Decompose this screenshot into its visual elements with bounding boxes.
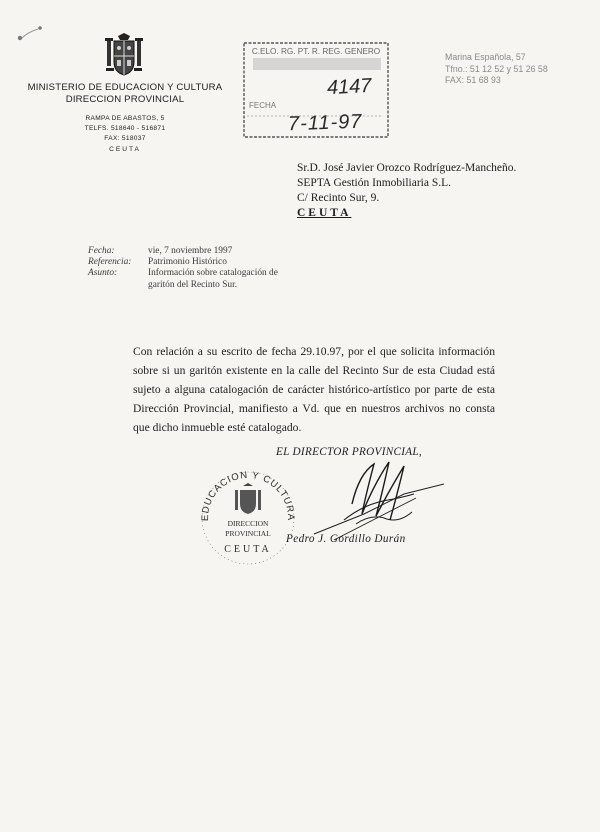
recipient-block xyxy=(297,161,516,221)
sender-phones: Tfno.: 51 12 52 y 51 26 58 xyxy=(445,63,548,74)
address-fax: FAX: 518037 xyxy=(104,135,146,142)
seal-mid-line1: DIRECCION xyxy=(227,519,269,528)
ministry-name: MINISTERIO DE EDUCACION Y CULTURA xyxy=(27,82,223,93)
address-city: CEUTA xyxy=(109,146,141,153)
recipient-street: C/ Recinto Sur, 9. xyxy=(297,192,380,204)
meta-row-fecha xyxy=(88,246,308,257)
seal-mid-line2: PROVINCIAL xyxy=(225,529,271,538)
seal-crest-icon xyxy=(235,483,261,514)
address-phones: TELFS. 518640 - 516871 xyxy=(84,125,166,132)
recipient-city: CEUTA xyxy=(297,207,352,219)
meta-row-asunto xyxy=(88,268,308,290)
address-street: RAMPA DE ABASTOS, 5 xyxy=(85,115,165,122)
staple-marks xyxy=(14,22,54,52)
handwritten-signature xyxy=(304,454,454,544)
sender-address: Marina Española, 57 xyxy=(445,52,526,62)
referencia-value: Patrimonio Histórico xyxy=(148,257,227,268)
signer-name: Pedro J. Gordillo Durán xyxy=(286,533,406,545)
fecha-label: Fecha: xyxy=(88,246,115,256)
registration-date: 7-11-97 xyxy=(287,110,363,136)
coat-of-arms-icon xyxy=(104,32,144,80)
stamp-header: C.ELO. RG. PT. R. REG. GENERO xyxy=(251,47,381,56)
asunto-label: Asunto: xyxy=(88,268,118,279)
ministry-heading xyxy=(10,82,240,106)
sender-fax: FAX: 51 68 93 xyxy=(445,75,501,85)
official-seal xyxy=(196,466,300,566)
body-paragraph: Con relación a su escrito de fecha 29.10.97, por el que solicita información sobre si un garitón existente en la calle del Recinto Sur de esta Ciudad está sujeto a alguna catalogación de carácter histórico-artístico por parte de esta Dirección Provincial, manifiesto a Vd. que en nuestros archivos no consta que dicho inmueble esté catalogado. xyxy=(133,345,495,434)
asunto-value-line2: garitón del Recinto Sur. xyxy=(148,279,238,290)
ministry-address xyxy=(40,114,210,155)
fecha-value: vie, 7 noviembre 1997 xyxy=(148,246,233,256)
asunto-value-line1: Información sobre catalogación de xyxy=(148,268,278,279)
referencia-label: Referencia: xyxy=(88,257,132,268)
seal-top-text: EDUCACION Y CULTURA xyxy=(199,469,297,522)
stamp-fecha-label: FECHA xyxy=(249,101,277,110)
sender-contact xyxy=(445,52,548,87)
ministry-department: DIRECCION PROVINCIAL xyxy=(65,94,185,105)
meta-row-referencia xyxy=(88,257,308,268)
registration-number: 4147 xyxy=(326,74,373,100)
signature-title: EL DIRECTOR PROVINCIAL, xyxy=(276,446,423,458)
asunto-value xyxy=(148,268,308,290)
letter-body xyxy=(133,342,495,437)
recipient-name: Sr.D. José Javier Orozco Rodríguez-Mancheño. xyxy=(297,162,517,174)
letter-metadata xyxy=(88,246,308,291)
recipient-company: SEPTA Gestión Inmobiliaria S.L. xyxy=(297,177,452,189)
seal-bottom-text: CEUTA xyxy=(224,544,272,555)
